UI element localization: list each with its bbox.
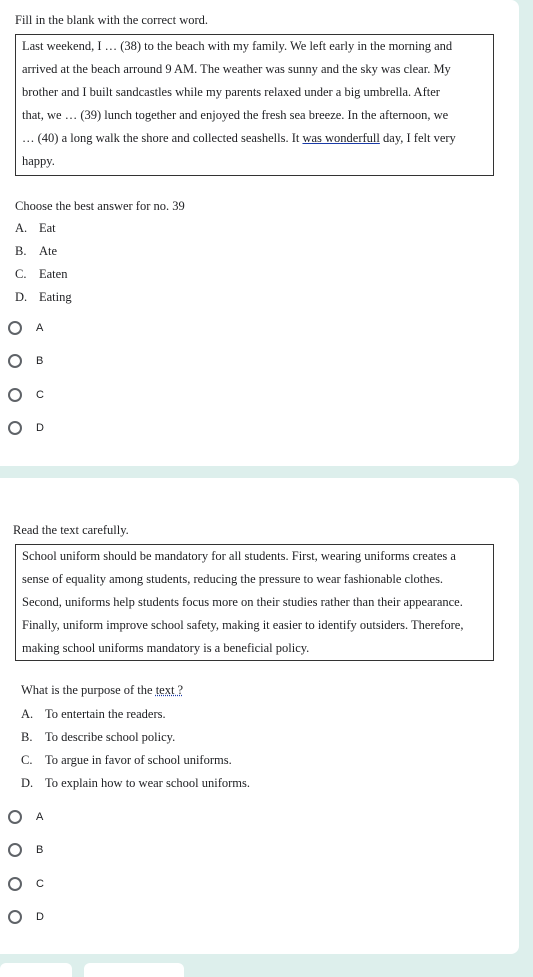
passage-line: Last weekend, I … (38) to the beach with my family. We left early in the morning and [22, 39, 453, 53]
radio-option-d[interactable] [8, 412, 44, 446]
printed-option-b: B. Ate [15, 244, 58, 258]
printed-option-b: B. To describe school policy. [21, 730, 176, 744]
instruction-text: Read the text carefully. [13, 523, 129, 537]
passage-line: making school uniforms mandatory is a beneficial policy. [22, 641, 310, 655]
radio-option-c[interactable] [8, 378, 44, 412]
radio-circle-icon[interactable] [8, 421, 22, 435]
printed-option-d: D. To explain how to wear school uniforms. [21, 776, 250, 790]
radio-option-a[interactable] [8, 311, 44, 345]
spellcheck-underline: text ? [155, 683, 184, 697]
question-text [21, 683, 183, 698]
next-button[interactable] [84, 963, 184, 977]
printed-option-c: C. Eaten [15, 267, 68, 281]
printed-options [15, 217, 72, 309]
passage-line: that, we … (39) lunch together and enjoyed the fresh sea breeze. In the afternoon, we [22, 108, 449, 122]
radio-circle-icon[interactable] [8, 910, 22, 924]
passage-box [15, 34, 494, 176]
radio-option-d[interactable] [8, 901, 44, 935]
question-text: Choose the best answer for no. 39 [15, 199, 185, 213]
passage-text: day, I felt very [379, 131, 456, 145]
passage-line: Finally, uniform improve school safety, making it easier to identify outsiders. Therefore, [22, 618, 464, 632]
radio-option-c[interactable] [8, 867, 44, 901]
radio-circle-icon[interactable] [8, 388, 22, 402]
passage-line [22, 127, 487, 150]
question-text-part: What is the purpose of the [21, 683, 156, 697]
radio-group [8, 311, 44, 445]
passage-line: happy. [22, 154, 55, 168]
passage-line: Second, uniforms help students focus more on their studies rather than their appearance. [22, 595, 463, 609]
radio-circle-icon[interactable] [8, 354, 22, 368]
radio-label: C [36, 388, 44, 401]
back-button[interactable] [0, 963, 72, 977]
radio-circle-icon[interactable] [8, 810, 22, 824]
radio-label: A [36, 321, 44, 334]
passage-line: brother and I built sandcastles while my parents relaxed under a big umbrella. After [22, 85, 440, 99]
spellcheck-underline: was wonderfull [302, 131, 380, 145]
passage-box [15, 544, 494, 661]
radio-label: D [36, 422, 44, 435]
printed-option-d: D. Eating [15, 290, 72, 304]
printed-options [21, 703, 250, 795]
passage-line: arrived at the beach arround 9 AM. The weather was sunny and the sky was clear. My [22, 62, 451, 76]
radio-label: C [36, 877, 44, 890]
instruction-text: Fill in the blank with the correct word. [15, 13, 209, 27]
radio-label: A [36, 810, 44, 823]
radio-label: D [36, 911, 44, 924]
radio-group [8, 800, 44, 934]
passage-line: School uniform should be mandatory for all students. First, wearing uniforms creates a [22, 549, 456, 563]
passage-line: sense of equality among students, reducing the pressure to wear fashionable clothes. [22, 572, 444, 586]
printed-option-a: A. Eat [15, 221, 56, 235]
printed-option-c: C. To argue in favor of school uniforms. [21, 753, 232, 767]
radio-label: B [36, 355, 44, 368]
radio-circle-icon[interactable] [8, 843, 22, 857]
radio-option-b[interactable] [8, 834, 44, 868]
passage-text: … (40) a long walk the shore and collected seashells. It [22, 131, 303, 145]
radio-circle-icon[interactable] [8, 877, 22, 891]
radio-label: B [36, 844, 44, 857]
radio-option-b[interactable] [8, 345, 44, 379]
question-card-purpose [0, 478, 519, 954]
printed-option-a: A. To entertain the readers. [21, 707, 166, 721]
radio-circle-icon[interactable] [8, 321, 22, 335]
radio-option-a[interactable] [8, 800, 44, 834]
question-card-39 [0, 0, 519, 466]
